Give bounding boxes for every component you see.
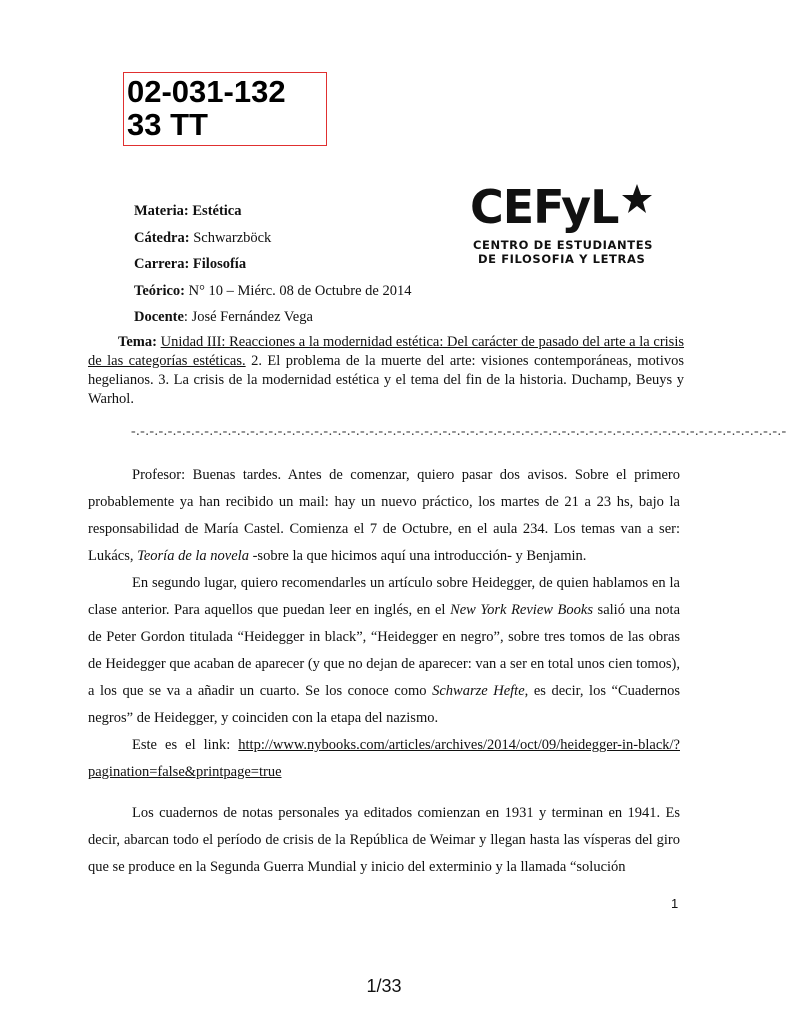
catedra-row xyxy=(134,225,411,252)
document-code-line1: 02-031-132 xyxy=(127,74,286,109)
paragraph-1 xyxy=(88,462,680,570)
tema-label: Tema: xyxy=(118,334,157,350)
course-info xyxy=(134,198,411,331)
paragraph-2-text-b: salió una nota de Peter Gordon titulada “Heidegger in black”, “Heidegger en negro”, sobre tres tomos de las obras de Heidegger que acaban de aparecer (y que no dejan de aparecer: van a ser en total unos cien tomos), a los que se va a añadir un cuarto. Se los conoce como xyxy=(88,602,681,699)
lecture-body xyxy=(88,462,680,881)
carrera-row xyxy=(134,251,411,278)
paragraph-4: Los cuadernos de notas personales ya editados comienzan en 1931 y terminan en 1941. Es decir, abarcan todo el período de crisis de la República de Weimar y llegan hasta las vísperas del giro que se produce en la Segunda Guerra Mundial y inicio del exterminio y la llamada “solución xyxy=(88,805,680,875)
materia-row xyxy=(134,198,411,225)
paragraph-1-italic: Teoría de la novela xyxy=(137,548,249,564)
teorico-label: Teórico: xyxy=(134,282,186,299)
paragraph-1-text-b: -sobre la que hicimos aquí una introducción- y Benjamin. xyxy=(248,548,587,564)
teorico-row xyxy=(134,278,411,305)
tema-rest: 2. El problema de la muerte del arte: visiones contemporáneas, motivos hegelianos. 3. La crisis de la modernidad estética y el tema del fin de la historia. Duchamp, Beuys y Warhol. xyxy=(88,353,684,407)
carrera-label: Carrera: xyxy=(134,256,190,272)
catedra-value: Schwarzböck xyxy=(193,229,272,246)
star-icon xyxy=(620,182,654,216)
cefyl-logo xyxy=(470,180,670,270)
cefyl-logo-subtitle-2: DE FILOSOFIA Y LETRAS xyxy=(478,252,646,266)
paragraph-3 xyxy=(88,732,680,786)
catedra-label: Cátedra: xyxy=(134,229,190,246)
paragraph-3-prefix: Este es el link: xyxy=(132,737,239,753)
paragraph-2-text-c: , es decir, los “Cuadernos negros” de Heidegger, y coinciden con la etapa del nazismo. xyxy=(88,683,680,726)
document-code-box xyxy=(123,72,327,146)
nybooks-link[interactable]: http://www.nybooks.com/articles/archives/2014/oct/09/heidegger-in-black/?pagination=false&printpage=true xyxy=(88,737,680,780)
section-divider: -.-.-.-.-.-.-.-.-.-.-.-.-.-.-.-.-.-.-.-.-.-.-.-.-.-.-.-.-.-.-.-.-.-.-.-.-.-.-.-.-.-.-.-.-.-.-.-.-.-.-.-.-.-.-.-.-.-.-.-.-.-.-.-.-.-.-.-.-.-.-.- xyxy=(131,424,787,439)
cefyl-logo-name: CEFyL xyxy=(470,180,619,234)
docente-label: Docente xyxy=(134,309,184,325)
materia-value: Estética xyxy=(192,203,242,219)
materia-label: Materia: xyxy=(134,203,189,219)
tema-underlined: Unidad III: Reacciones a la modernidad estética: Del carácter de pasado del arte a la crisis de las categorías estéticas. xyxy=(88,334,684,369)
document-code-line2: 33 TT xyxy=(127,107,208,142)
cefyl-logo-subtitle-1: CENTRO DE ESTUDIANTES xyxy=(473,238,654,252)
docente-value: : José Fernández Vega xyxy=(183,309,313,325)
page-counter: 1/33 xyxy=(366,976,402,996)
paragraph-2-italic-1: New York Review Books xyxy=(450,602,593,618)
paragraph-2-text-a: En segundo lugar, quiero recomendarles un artículo sobre Heidegger, de quien hablamos en la clase anterior. Para aquellos que puedan leer en inglés, en el xyxy=(88,575,680,618)
docente-row xyxy=(134,304,411,331)
paragraph-1-text-a: Profesor: Buenas tardes. Antes de comenzar, quiero pasar dos avisos. Sobre el primero probablemente ya han recibido un mail: hay un nuevo práctico, los martes de 21 a 23 hs, bajo la responsabilidad de María Castel. Comienza el 7 de Octubre, en el aula 234. Los temas van a ser: Lukács, xyxy=(88,467,680,564)
tema-paragraph xyxy=(88,333,684,409)
teorico-value: N° 10 – Miérc. 08 de Octubre de 2014 xyxy=(188,282,412,299)
carrera-value: Filosofía xyxy=(192,256,247,272)
page-number: 1 xyxy=(671,896,679,911)
paragraph-2-italic-2: Schwarze Hefte xyxy=(432,683,525,699)
paragraph-2 xyxy=(88,570,680,732)
